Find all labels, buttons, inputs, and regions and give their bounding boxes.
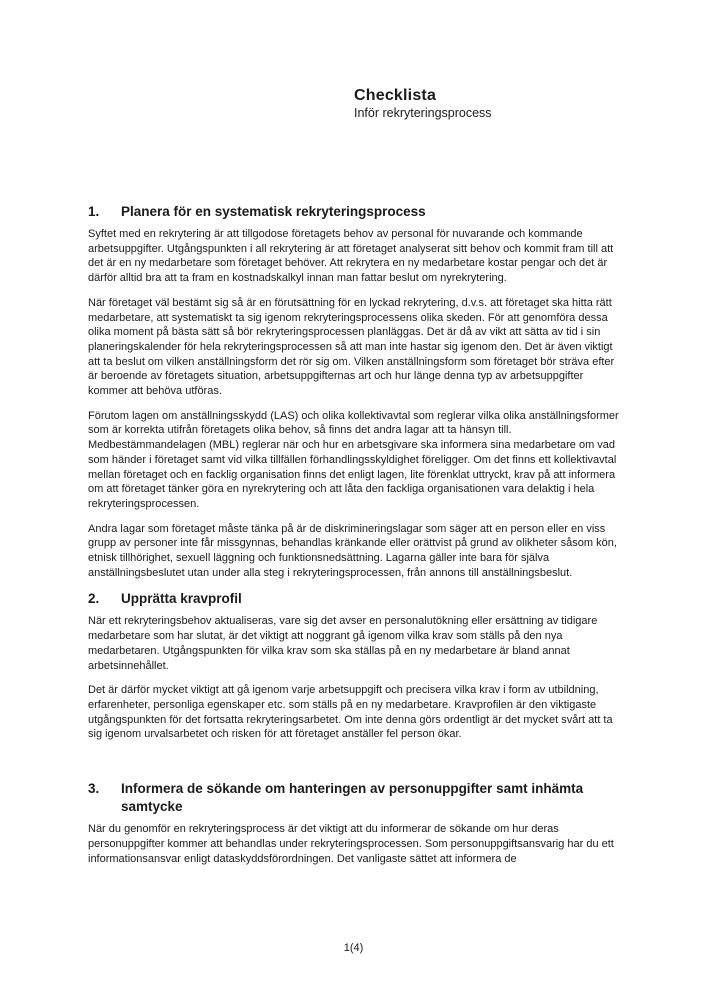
paragraph: Förutom lagen om anställningsskydd (LAS) och olika kollektivavtal som reglerar vilka olika anställningsformer som är korrekta utifrån företagets olika behov, så finns det andra lagar att ta hänsyn till. Medbestämmandelagen (MBL) reglerar när och hur en arbetsgivare ska informera sina medarbetare om vad som händer i företaget samt vid vilka tillfällen förhandlingsskyldighet föreligger. Om det finns ett kollektivavtal mellan företaget och en facklig organisation finns det enligt lagen, lite förenklat uttryckt, krav på att informera om att företaget tänker göra en nyrekrytering och att låta den fackliga organisationen vara delaktig i hela rekryteringsprocessen.: [88, 409, 619, 510]
section-3: [88, 780, 622, 866]
document-body: [88, 203, 622, 876]
paragraph: När företaget väl bestämt sig så är en förutsättning för en lyckad rekrytering, d.v.s. att företaget ska hitta rätt medarbetare, att systematiskt ta sig igenom rekryteringsprocessens olika skeden. För att genomföra dessa olika moment på bästa sätt så bör rekryteringsprocessen planläggas. Det är då av vikt att sätta av tid i sin planeringskalender för hela rekryteringsprocessen så att man inte hastar sig igenom den. Det är även viktigt att ta beslut om vilken anställningsform det rör sig om. Vilken anställningsform som företaget bör sträva efter är beroende av företagets situation, arbetsuppgifternas art och hur länge denna typ av arbetsuppgifter kommer att behöva utföras.: [88, 296, 615, 398]
section-1: [88, 203, 622, 580]
section-3-number: 3.: [88, 781, 100, 797]
section-2-title: Upprätta kravprofil: [121, 591, 242, 607]
document-title: Checklista: [354, 87, 437, 104]
document-subtitle: Inför rekryteringsprocess: [354, 106, 492, 120]
section-2: [88, 590, 622, 742]
title-block: [354, 86, 492, 121]
page-number: 1(4): [343, 942, 364, 954]
section-1-number: 1.: [88, 204, 100, 219]
section-2-heading: [88, 590, 622, 608]
section-1-heading: [88, 203, 622, 221]
paragraph: När ett rekryteringsbehov aktualiseras, vare sig det avser en personalutökning eller ersättning av tidigare medarbetare som har slutat, är det viktigt att noggrant gå igenom vilka krav som ställs på den nya medarbetaren. Utgångspunkten för vilka krav som ska ställas på en ny medarbetare är bland annat arbetsinnehållet.: [88, 615, 598, 672]
section-2-number: 2.: [88, 591, 100, 607]
section-1-title: Planera för en systematisk rekryteringsprocess: [121, 204, 426, 219]
paragraph: Andra lagar som företaget måste tänka på är de diskrimineringslagar som säger att en person eller en viss grupp av personer inte får missgynnas, behandlas kränkande eller orättvist på grund av olikheter såsom kön, etnisk tillhörighet, sexuell läggning och funktionsnedsättning. Lagarna gäller inte bara för själva anställningsbeslutet utan under alla steg i rekryteringsprocessen, från annons till anställningsbeslut.: [88, 522, 617, 579]
section-3-title: Informera de sökande om hanteringen av personuppgifter samt inhämta samtycke: [121, 781, 584, 815]
paragraph: Syftet med en rekrytering är att tillgodose företagets behov av personal för nuvarande och kommande arbetsuppgifter. Utgångspunkten i all rekrytering är att företaget analyserat sitt behov och kommit fram till att det är en ny medarbetare som företaget behöver. Att rekrytera en ny medarbetare kostar pengar och det är därför alltid bra att ta fram en kostnadskalkyl innan man fattar beslut om nyrekrytering.: [88, 228, 614, 285]
paragraph: Det är därför mycket viktigt att gå igenom varje arbetsuppgift och precisera vilka krav i form av utbildning, erfarenheter, personliga egenskaper etc. som ställs på en ny medarbetare. Kravprofilen är den viktigaste utgångspunkten för det fortsatta rekryteringsarbetet. Om inte denna görs ordentligt är det mycket svårt att ta sig igenom urvalsarbetet och risken för att företaget anställer fel person ökar.: [88, 684, 613, 741]
paragraph: När du genomför en rekryteringsprocess är det viktigt att du informerar de sökande om hur deras personuppgifter kommer att behandlas under rekryteringsprocessen. Som personuppgiftsansvarig har du ett informationsansvar enligt dataskyddsförordningen. Det vanligaste sättet att informera de: [88, 823, 614, 865]
section-3-heading: [88, 780, 622, 816]
